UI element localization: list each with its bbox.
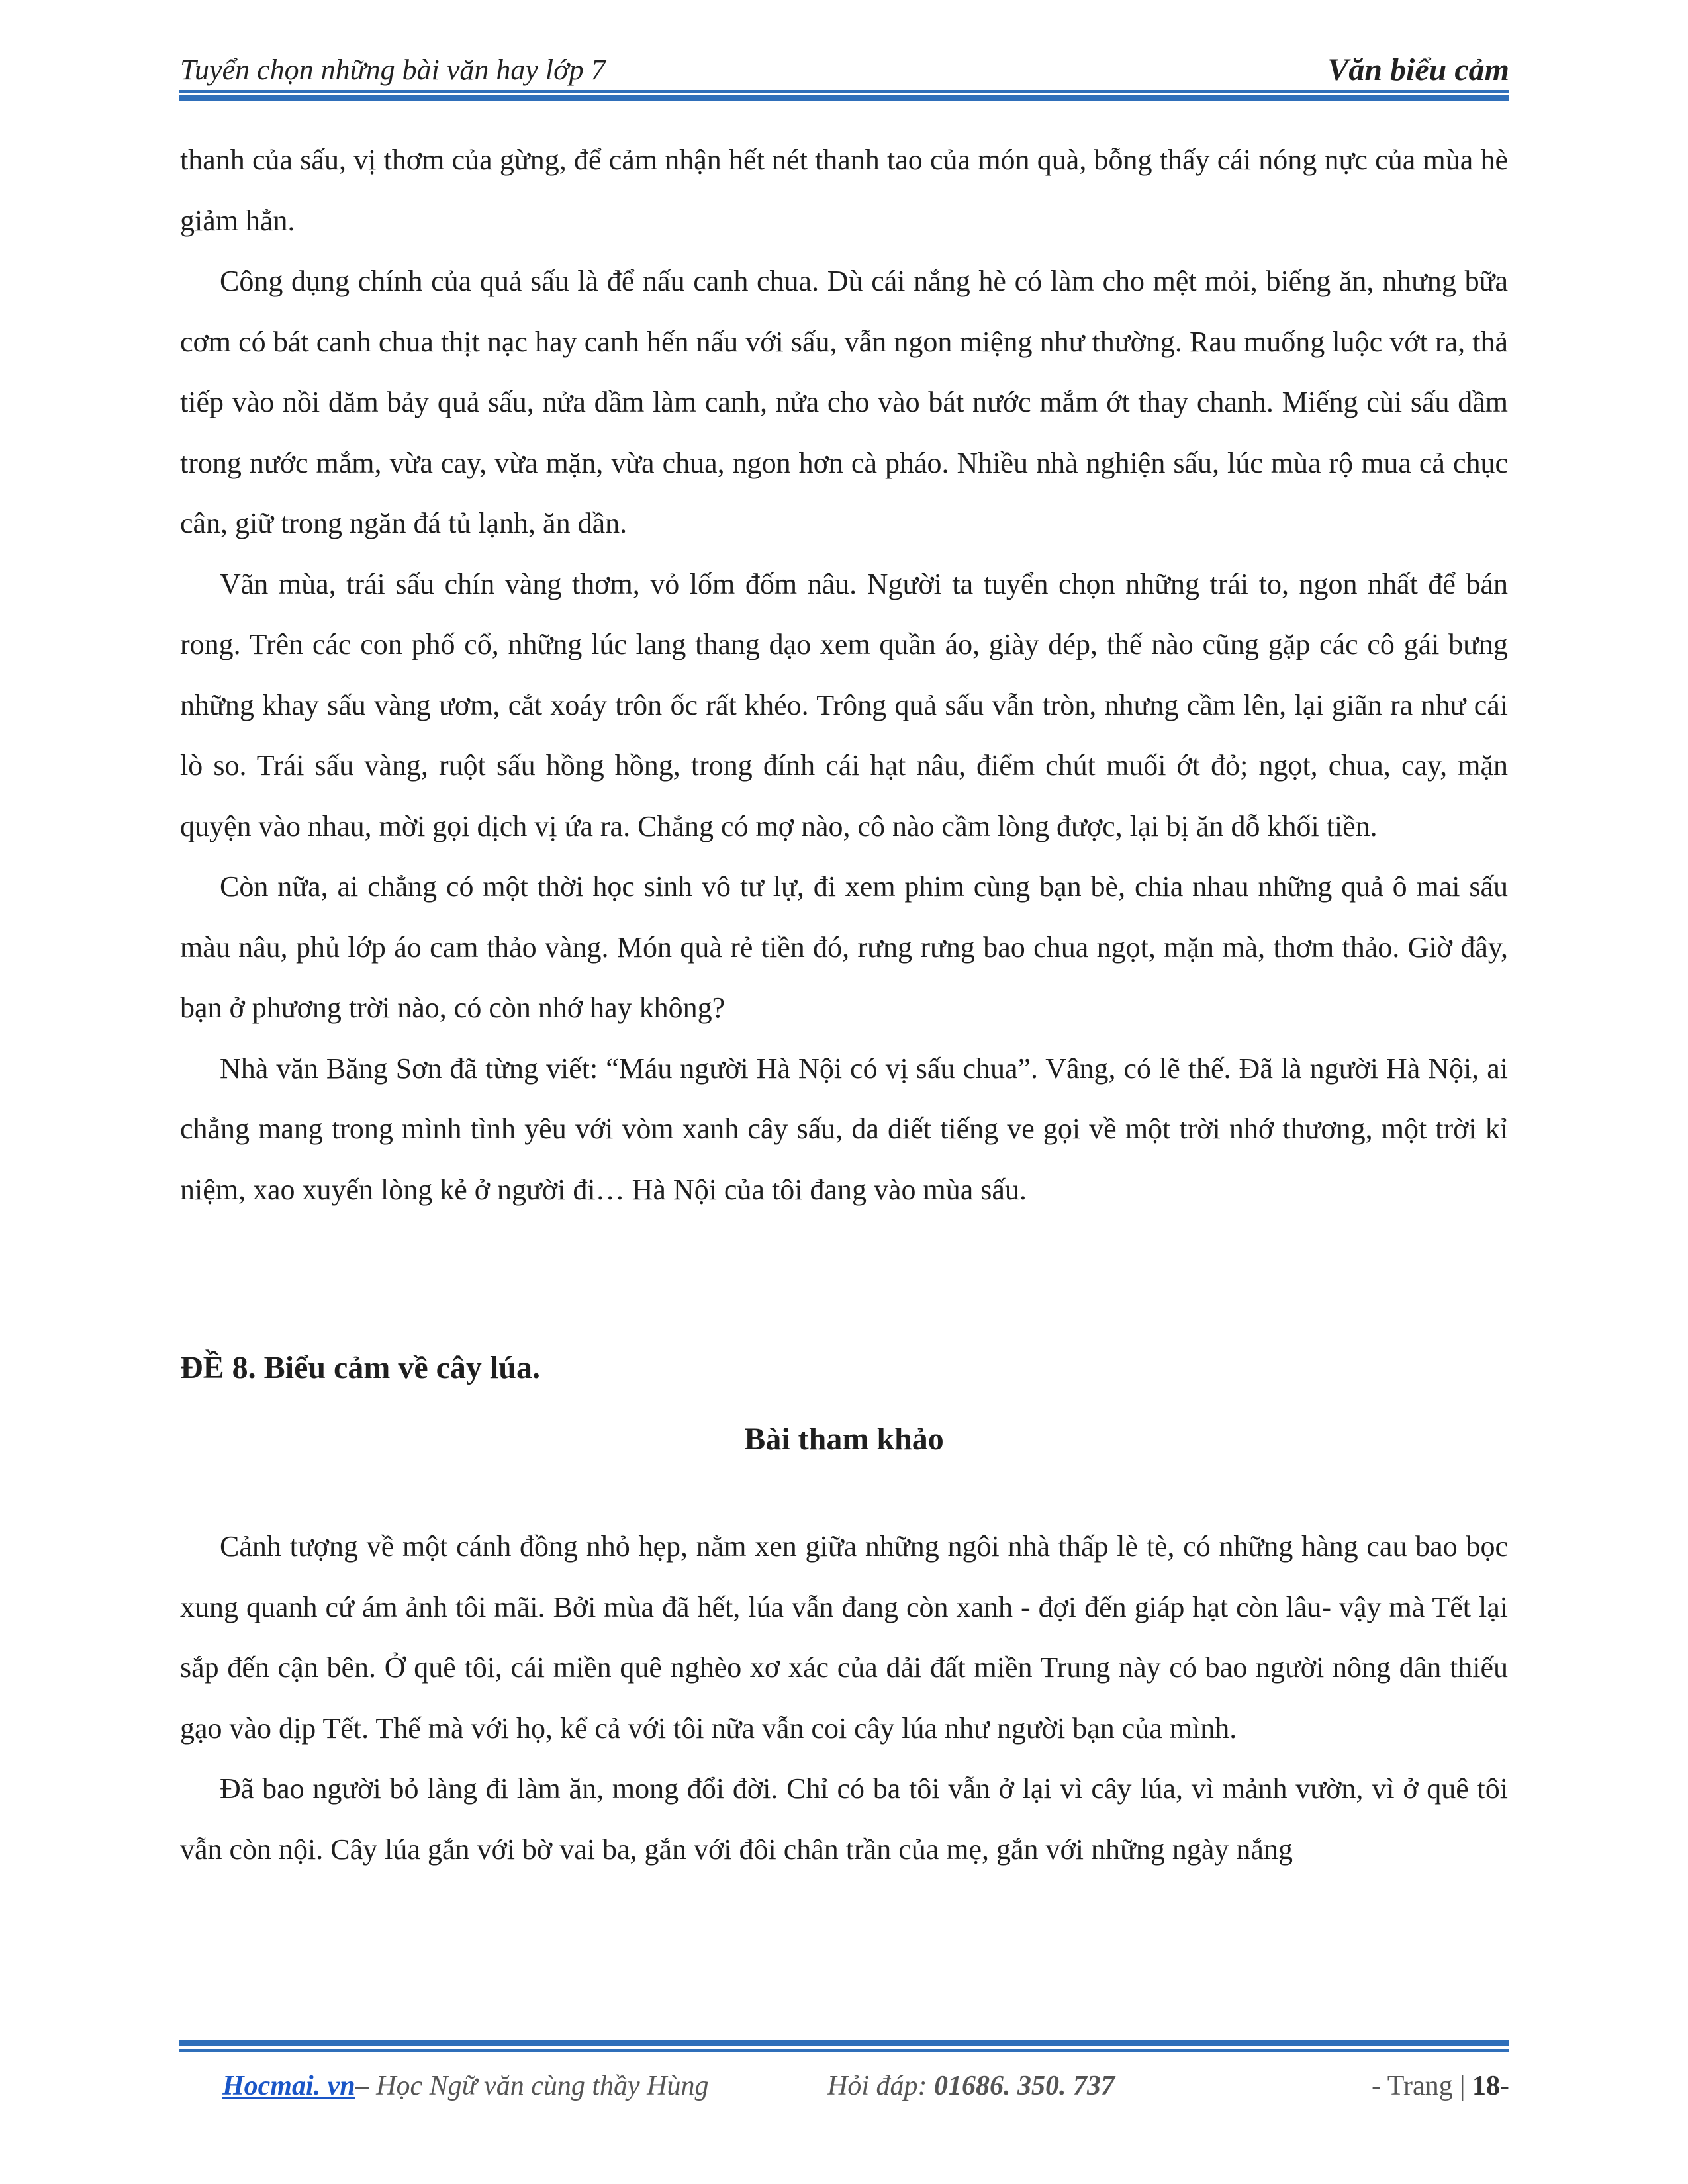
paragraph: Cảnh tượng về một cánh đồng nhỏ hẹp, nằm xen giữa những ngôi nhà thấp lè tè, có những hàng cau bao bọc xung quanh cứ ám ảnh tôi mãi. Bởi mùa đã hết, lúa vẫn đang còn xanh - đợi đến giáp hạt còn lâu- vậy mà Tết lại sắp đến cận bên. Ở quê tôi, cái miền quê nghèo xơ xác của dải đất miền Trung này có bao người nông dân thiếu gạo vào dịp Tết. Thế mà với họ, kể cả với tôi nữa vẫn coi cây lúa như người bạn của mình. [180, 1530, 1508, 1745]
page-body [180, 130, 1508, 1880]
page-label: - Trang | [1372, 2071, 1472, 2101]
section-spacer [180, 1220, 1508, 1336]
paragraph: Vãn mùa, trái sấu chín vàng thơm, vỏ lốm đốm nâu. Người ta tuyển chọn những trái to, ngon nhất để bán rong. Trên các con phố cổ, những lúc lang thang dạo xem quần áo, giày dép, thế nào cũng gặp các cô gái bưng những khay sấu vàng ươm, cắt xoáy trôn ốc rất khéo. Trông quả sấu vẫn tròn, nhưng cầm lên, lại giãn ra như cái lò so. Trái sấu vàng, ruột sấu hồng hồng, trong đính cái hạt nâu, điểm chút muối ớt đỏ; ngọt, chua, cay, mặn quyện vào nhau, mời gọi dịch vị ứa ra. Chẳng có mợ nào, cô nào cầm lòng được, lại bị ăn dỗ khối tiền. [180, 567, 1508, 842]
header-section-title: Văn biểu cảm [1327, 52, 1509, 87]
footer-contact [827, 2070, 1115, 2102]
header-rule-thin [179, 90, 1509, 93]
header-book-title: Tuyển chọn những bài văn hay lớp 7 [180, 54, 606, 86]
footer-rule-thin [179, 2049, 1509, 2052]
page-number-value: 18- [1472, 2071, 1509, 2101]
paragraph: Nhà văn Băng Sơn đã từng viết: “Máu người Hà Nội có vị sấu chua”. Vâng, có lẽ thế. Đã là người Hà Nội, ai chẳng mang trong mình tình yêu với vòm xanh cây sấu, da diết tiếng ve gọi về một trời nhớ thương, một trời kỉ niệm, xao xuyến lòng kẻ ở người đi… Hà Nội của tôi đang vào mùa sấu. [180, 1052, 1508, 1206]
paragraph: Công dụng chính của quả sấu là để nấu canh chua. Dù cái nắng hè có làm cho mệt mỏi, biếng ăn, nhưng bữa cơm có bát canh chua thịt nạc hay canh hến nấu với sấu, vẫn ngon miệng như thường. Rau muống luộc vớt ra, thả tiếp vào nồi dăm bảy quả sấu, nửa dầm làm canh, nửa cho vào bát nước mắm ớt thay chanh. Miếng cùi sấu dầm trong nước mắm, vừa cay, vừa mặn, vừa chua, ngon hơn cà pháo. Nhiều nhà nghiện sấu, lúc mùa rộ mua cả chục cân, giữ trong ngăn đá tủ lạnh, ăn dần. [180, 265, 1508, 539]
page-header [179, 48, 1509, 87]
footer-rule-thick [179, 2040, 1509, 2046]
paragraph: thanh của sấu, vị thơm của gừng, để cảm nhận hết nét thanh tao của món quà, bỗng thấy cái nóng nực của mùa hè giảm hẳn. [180, 144, 1508, 237]
section-subheading: Bài tham khảo [744, 1422, 944, 1457]
site-tagline: – Học Ngữ văn cùng thầy Hùng [355, 2071, 709, 2101]
footer-site [222, 2070, 708, 2102]
subheading-spacer [180, 1479, 1508, 1516]
header-rule-thick [179, 95, 1509, 101]
contact-phone: 01686. 350. 737 [934, 2071, 1115, 2101]
site-link[interactable]: Hocmai. vn [222, 2071, 355, 2101]
page-footer [179, 2070, 1509, 2110]
paragraph: Còn nữa, ai chẳng có một thời học sinh vô tư lự, đi xem phim cùng bạn bè, chia nhau những quả ô mai sấu màu nâu, phủ lớp áo cam thảo vàng. Món quà rẻ tiền đó, rưng rưng bao chua ngọt, mặn mà, thơm thảo. Giờ đây, bạn ở phương trời nào, có còn nhớ hay không? [180, 870, 1508, 1024]
page-number [1372, 2070, 1509, 2102]
paragraph: Đã bao người bỏ làng đi làm ăn, mong đổi đời. Chỉ có ba tôi vẫn ở lại vì cây lúa, vì mảnh vườn, vì ở quê tôi vẫn còn nội. Cây lúa gắn với bờ vai ba, gắn với đôi chân trần của mẹ, gắn với những ngày nắng [180, 1772, 1508, 1866]
section-heading: ĐỀ 8. Biểu cảm về cây lúa. [180, 1350, 540, 1385]
contact-label: Hỏi đáp: [827, 2071, 934, 2101]
